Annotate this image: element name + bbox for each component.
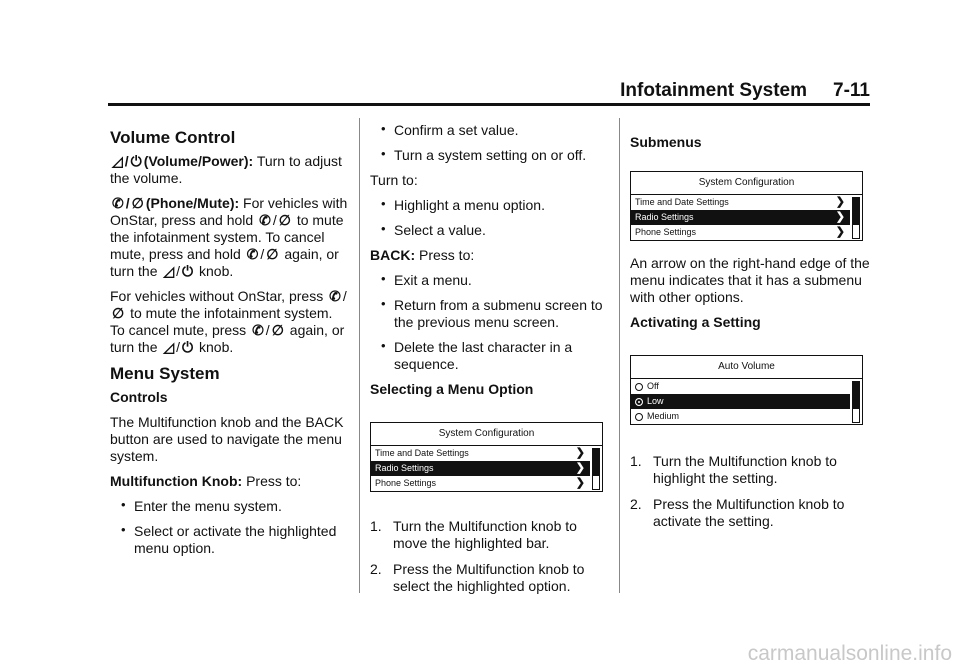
column-1 xyxy=(110,120,350,565)
select-steps xyxy=(370,518,610,595)
activating-heading: Activating a Setting xyxy=(630,314,761,330)
volume-wedge-icon: ◿ xyxy=(163,263,175,279)
volume-power-label: (Volume/Power): xyxy=(143,153,254,169)
column-divider xyxy=(619,118,620,593)
menu-row[interactable]: Time and Date Settings ❯ xyxy=(371,446,590,461)
phone-icon: ✆ xyxy=(252,322,264,338)
no-onstar-paragraph: For vehicles without OnStar, press ✆ /∅ to mute the infotainment system. To cancel mute, press ✆ / ∅ again, or turn the ◿ / ⏻ knob. xyxy=(110,288,347,355)
phone-mute-paragraph: ✆ / ∅ (Phone/Mute): For vehicles with OnStar, press and hold ✆ / ∅ to mute the infotainment system. To cancel mute, press and hold ✆ / ∅ again, or turn the ◿ / ⏻ knob. xyxy=(110,195,348,279)
back-text: Press to: xyxy=(419,247,475,263)
press-bullets xyxy=(370,122,610,164)
list-item: • Select a value. xyxy=(370,222,610,239)
list-item: • Highlight a menu option. xyxy=(370,197,610,214)
radio-icon xyxy=(635,383,643,391)
no-onstar-text: to mute the infotainment system. To cancel mute, press xyxy=(110,305,333,338)
screen-title: System Configuration xyxy=(371,423,602,446)
multifunction-bullets xyxy=(110,498,350,557)
list-item: • Confirm a set value. xyxy=(370,122,610,139)
mute-icon: ∅ xyxy=(278,212,291,228)
menu-row[interactable]: Time and Date Settings ❯ xyxy=(631,195,850,210)
submenu-screen xyxy=(630,171,863,241)
radio-selected-icon xyxy=(635,398,643,406)
screen-title: Auto Volume xyxy=(631,356,862,379)
volume-paragraph: ◿ / ⏻ (Volume/Power): Turn to adjust the volume. xyxy=(110,153,342,186)
multifunction-label: Multifunction Knob: xyxy=(110,473,243,489)
arrow-text: An arrow on the right-hand edge of the menu indicates that it has a submenu with other options. xyxy=(630,255,870,305)
page-number: 7-11 xyxy=(833,80,870,101)
screen-title: System Configuration xyxy=(631,172,862,195)
phone-icon: ✆ xyxy=(246,246,259,262)
phone-icon: ✆ xyxy=(259,212,271,228)
back-label: BACK: xyxy=(370,247,416,263)
option-row[interactable]: Off xyxy=(631,379,850,394)
multifunction-text: Press to: xyxy=(246,473,302,489)
back-paragraph xyxy=(370,247,610,264)
list-item: 1. Turn the Multifunction knob to move the highlighted bar. xyxy=(370,518,577,551)
list-item: 2. Press the Multifunction knob to select the highlighted option. xyxy=(370,561,585,594)
chevron-right-icon: ❯ xyxy=(575,462,585,474)
no-onstar-text: For vehicles without OnStar, press xyxy=(110,288,324,304)
phone-mute-label: (Phone/Mute): xyxy=(145,195,240,211)
column-2 xyxy=(370,122,610,604)
menu-system-heading: Menu System xyxy=(110,364,220,383)
scrollbar xyxy=(852,197,860,239)
power-icon: ⏻ xyxy=(130,153,142,169)
volume-control-heading: Volume Control xyxy=(110,128,236,147)
submenus-heading: Submenus xyxy=(630,134,702,150)
volume-wedge-icon: ◿ xyxy=(163,339,175,355)
page-header xyxy=(600,80,870,102)
watermark: carmanualsonline.info xyxy=(747,642,952,665)
list-item: • Return from a submenu screen to the previous menu screen. xyxy=(370,297,610,331)
selecting-menu-heading: Selecting a Menu Option xyxy=(370,381,534,397)
header-title: Infotainment System xyxy=(620,80,808,101)
option-row-selected[interactable]: Low xyxy=(631,394,850,409)
chevron-right-icon: ❯ xyxy=(835,226,845,238)
mute-icon: ∅ xyxy=(266,246,279,262)
volume-text: Turn to adjust the volume. xyxy=(110,153,342,186)
turn-bullets xyxy=(370,197,610,239)
menu-row-selected[interactable]: Radio Settings ❯ xyxy=(631,210,850,225)
radio-icon xyxy=(635,413,643,421)
mute-icon: ∅ xyxy=(271,322,284,338)
system-config-screen xyxy=(370,422,603,492)
column-divider xyxy=(359,118,360,593)
phone-text: again, or turn the xyxy=(110,246,339,279)
chevron-right-icon: ❯ xyxy=(835,211,845,223)
controls-heading: Controls xyxy=(110,389,168,405)
chevron-right-icon: ❯ xyxy=(575,477,585,489)
back-bullets xyxy=(370,272,610,373)
controls-text: The Multifunction knob and the BACK button are used to navigate the menu system. xyxy=(110,414,344,464)
phone-icon: ✆ xyxy=(329,288,341,304)
option-row[interactable]: Medium xyxy=(631,409,850,424)
turn-to-text: Turn to: xyxy=(370,172,418,188)
scrollbar xyxy=(592,448,600,490)
multifunction-paragraph xyxy=(110,473,350,490)
list-item: • Exit a menu. xyxy=(370,272,610,289)
auto-volume-screen xyxy=(630,355,863,425)
menu-row-selected[interactable]: Radio Settings ❯ xyxy=(371,461,590,476)
phone-text: For vehicles with OnStar, press and hold xyxy=(110,195,348,228)
header-rule xyxy=(108,103,870,106)
no-onstar-text: again, or turn the xyxy=(110,322,345,355)
power-icon: ⏻ xyxy=(182,263,194,279)
scrollbar xyxy=(852,381,860,423)
chevron-right-icon: ❯ xyxy=(575,447,585,459)
phone-text: knob. xyxy=(199,263,234,279)
list-item: • Select or activate the highlighted menu option. xyxy=(110,523,350,557)
phone-text: to mute the infotainment system. To cancel mute, press and hold xyxy=(110,212,344,262)
mute-icon: ∅ xyxy=(131,195,144,211)
menu-row[interactable]: Phone Settings ❯ xyxy=(371,476,590,491)
list-item: 1. Turn the Multifunction knob to highlight the setting. xyxy=(630,453,837,486)
list-item: • Enter the menu system. xyxy=(110,498,350,515)
menu-row[interactable]: Phone Settings ❯ xyxy=(631,225,850,240)
volume-wedge-icon: ◿ xyxy=(112,153,123,169)
list-item: • Turn a system setting on or off. xyxy=(370,147,610,164)
no-onstar-text: knob. xyxy=(199,339,234,355)
list-item: 2. Press the Multifunction knob to activate the setting. xyxy=(630,496,845,529)
column-3 xyxy=(630,128,870,539)
mute-icon: ∅ xyxy=(112,305,125,321)
phone-icon: ✆ xyxy=(112,195,124,211)
list-item: • Delete the last character in a sequence. xyxy=(370,339,610,373)
activate-steps xyxy=(630,453,870,530)
power-icon: ⏻ xyxy=(182,339,194,355)
chevron-right-icon: ❯ xyxy=(835,196,845,208)
